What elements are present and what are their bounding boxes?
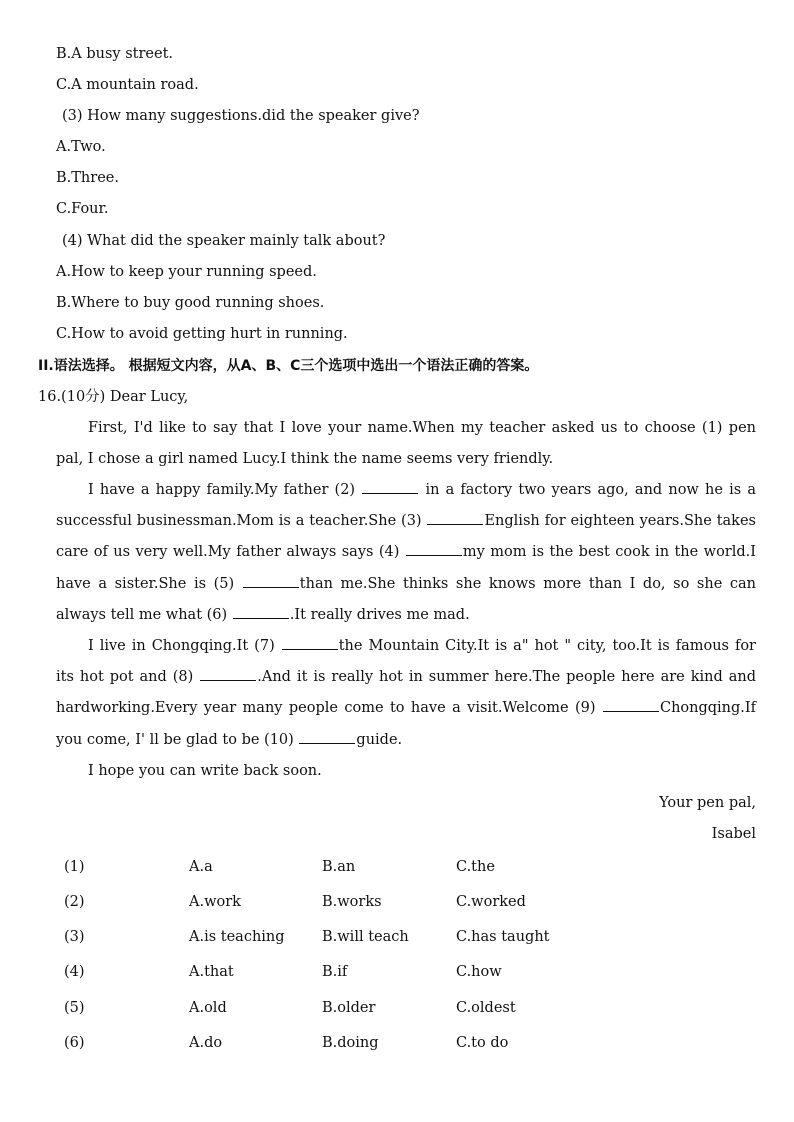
choice-option-b: B.works (322, 894, 382, 910)
letter-text: I live in Chongqing.It (7) (88, 638, 281, 654)
choice-option-b: B.will teach (322, 929, 409, 945)
blank-5 (243, 573, 299, 588)
choice-number: (1) (64, 859, 85, 875)
letter-text: the Mountain City.It is a" hot " city, too.It is famous for its hot pot and (8) (56, 638, 756, 686)
letter-paragraph-4 (56, 756, 756, 787)
choice-option-c: C.how (456, 964, 502, 980)
choice-number: (6) (64, 1035, 85, 1051)
blank-8 (200, 666, 256, 681)
letter-text: Chongqing.If you come, I' ll be glad to be (10) (56, 700, 756, 748)
letter-text: guide. (356, 731, 403, 748)
blank-2 (362, 479, 418, 494)
choice-option-c: C.worked (456, 894, 526, 910)
question-text: (4) What did the speaker mainly talk about? (62, 233, 386, 249)
letter-closing: Your pen pal, (659, 795, 756, 811)
choice-option-c: C.to do (456, 1035, 509, 1051)
letter-text: my mom is the best cook in the world.I have a sister.She is (5) (56, 544, 756, 592)
choice-option-a: A.old (189, 1000, 227, 1016)
blank-3 (427, 510, 483, 525)
letter-text: I have a happy family.My father (2) (88, 482, 362, 498)
letter-text: .And it is really hot in summer here.The people here are kind and hardworking.Every year many people come to have a visit.Welcome (9) (56, 669, 756, 717)
letter-text: English for eighteen years.She takes care of us very well.My father always says (4) (56, 513, 756, 561)
blank-7 (282, 635, 338, 650)
blank-10 (299, 729, 355, 744)
option-text: A.Two. (56, 139, 106, 155)
choice-option-a: A.work (189, 894, 241, 910)
option-text: B.Where to buy good running shoes. (56, 295, 325, 311)
option-text: C.How to avoid getting hurt in running. (56, 326, 348, 342)
option-text: B.A busy street. (56, 46, 174, 62)
letter-text: than me.She thinks she knows more than I do, so she can always tell me what (6) (56, 575, 756, 623)
choice-number: (3) (64, 929, 85, 945)
letter-paragraph-3 (56, 631, 756, 756)
letter-signature: Isabel (711, 826, 756, 842)
blank-9 (603, 697, 659, 712)
choice-option-b: B.if (322, 964, 348, 980)
question-header: 16.(10分) Dear Lucy, (38, 389, 189, 405)
letter-text: .It really drives me mad. (289, 606, 470, 623)
option-text: C.A mountain road. (56, 77, 199, 93)
letter-paragraph-1 (56, 413, 756, 475)
option-text: A.How to keep your running speed. (56, 264, 317, 280)
choice-number: (4) (64, 964, 85, 980)
choice-number: (2) (64, 894, 85, 910)
option-text: B.Three. (56, 170, 119, 186)
choice-number: (5) (64, 1000, 85, 1016)
letter-text: First, I'd like to say that I love your name.When my teacher asked us to choose (1) pen pal, I chose a girl named Lucy.I think the name seems very friendly. (56, 420, 756, 468)
question-text: (3) How many suggestions.did the speaker give? (62, 108, 420, 124)
choice-option-a: A.that (189, 964, 234, 980)
option-text: C.Four. (56, 201, 109, 217)
letter-paragraph-2 (56, 475, 756, 631)
blank-4 (406, 541, 462, 556)
choice-option-a: A.do (189, 1035, 223, 1051)
choice-option-c: C.has taught (456, 929, 550, 945)
choice-option-b: B.doing (322, 1035, 379, 1051)
letter-text: in a factory two years ago, and now he is a successful businessman.Mom is a teacher.She (3) (56, 482, 757, 530)
section-title: II.语法选择。 根据短文内容，从A、B、C三个选项中选出一个语法正确的答案。 (38, 358, 539, 374)
choice-option-c: C.oldest (456, 1000, 516, 1016)
choice-option-b: B.an (322, 859, 356, 875)
choice-option-c: C.the (456, 859, 495, 875)
choice-option-a: A.a (189, 859, 213, 875)
choice-option-b: B.older (322, 1000, 376, 1016)
choice-option-a: A.is teaching (189, 929, 285, 945)
letter-text: I hope you can write back soon. (88, 763, 322, 779)
blank-6 (233, 604, 289, 619)
